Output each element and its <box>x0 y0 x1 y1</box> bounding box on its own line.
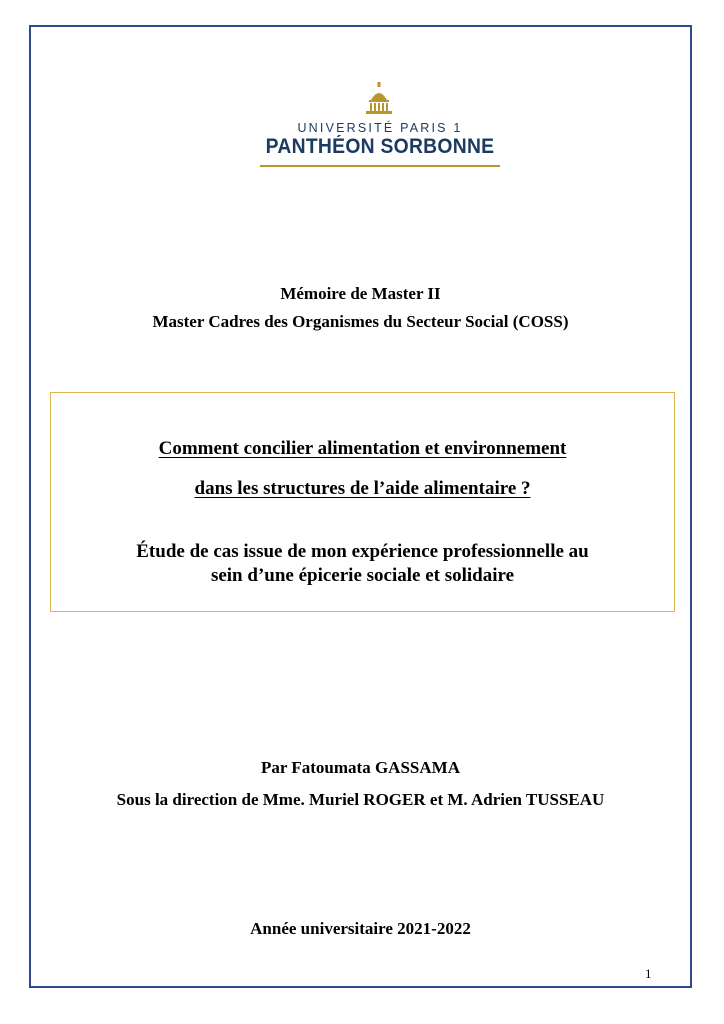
logo-university-name: UNIVERSITÉ PARIS 1 <box>297 121 463 135</box>
thesis-subtitle-line2: sein d’une épicerie sociale et solidaire <box>210 565 515 586</box>
thesis-subtitle-line1: Étude de cas issue de mon expérience professionnelle au <box>136 541 589 562</box>
thesis-question-line1: Comment concilier alimentation et environnement <box>158 438 567 459</box>
logo-underline <box>260 165 500 167</box>
supervisors: Sous la direction de Mme. Muriel ROGER et M. Adrien TUSSEAU <box>116 790 605 809</box>
university-logo <box>235 72 525 198</box>
thesis-title-box <box>50 392 675 612</box>
author-name: Par Fatoumata GASSAMA <box>261 758 460 777</box>
logo-pantheon-sorbonne: PANTHÉON SORBONNE <box>265 135 495 158</box>
pantheon-dome-icon <box>361 82 397 118</box>
page-number: 1 <box>645 966 652 981</box>
thesis-question-line2: dans les structures de l’aide alimentaire ? <box>194 478 531 499</box>
memoire-title: Mémoire de Master II <box>280 284 441 303</box>
master-program: Master Cadres des Organismes du Secteur Social (COSS) <box>152 312 569 331</box>
academic-year: Année universitaire 2021-2022 <box>250 919 471 938</box>
